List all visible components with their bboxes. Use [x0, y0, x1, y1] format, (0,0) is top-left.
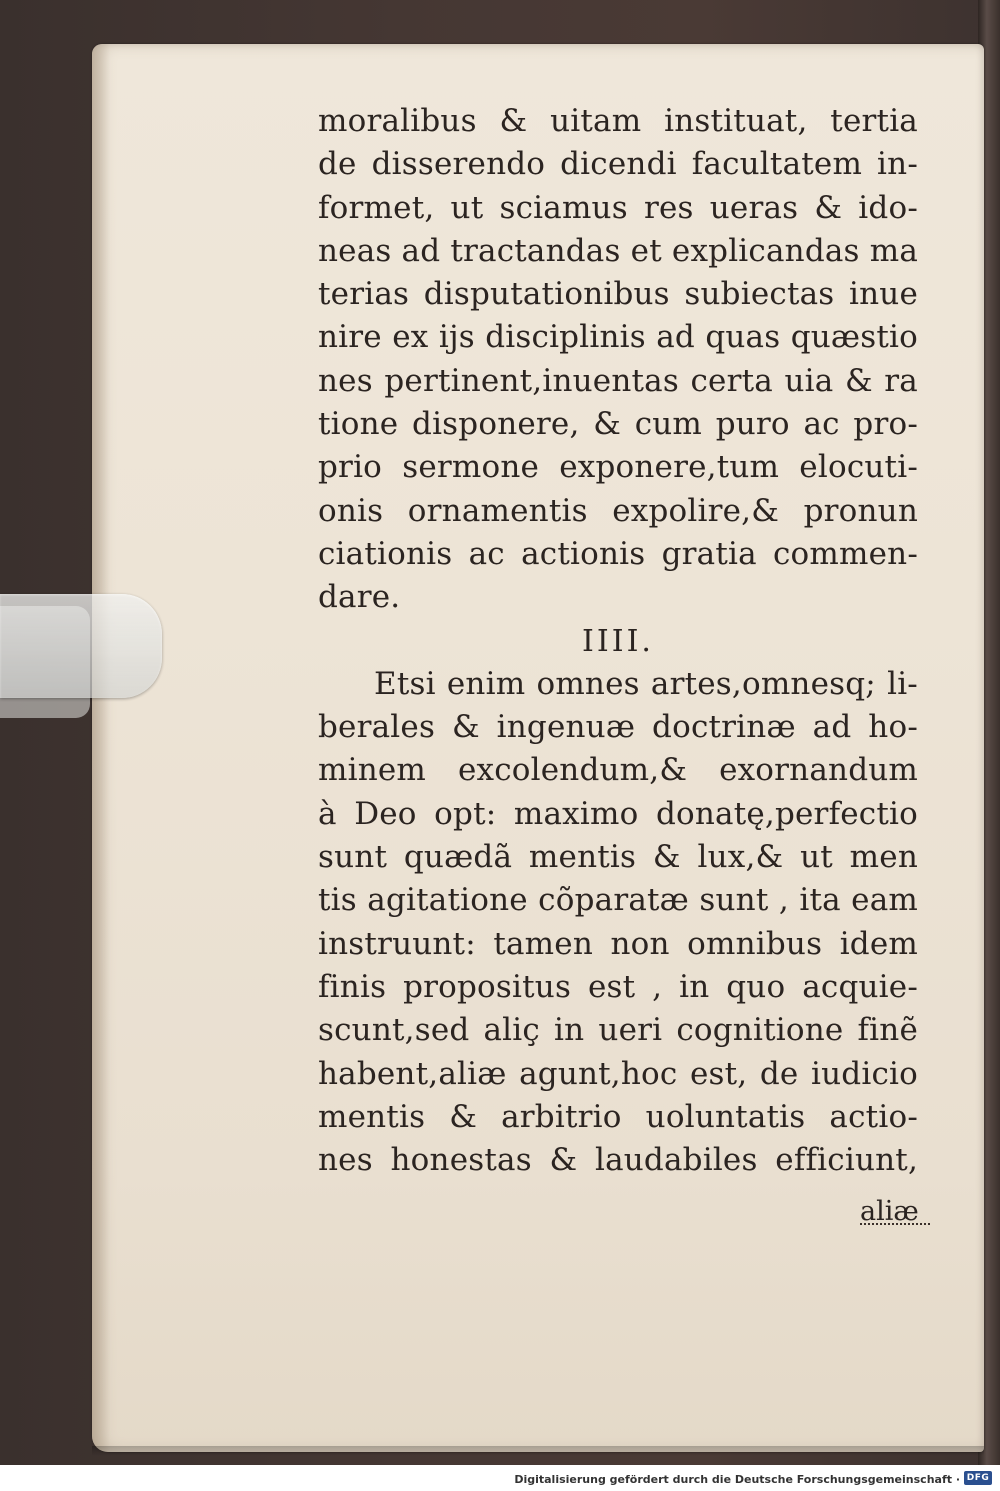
text-line: formet, ut sciamus res ueras & ido‐: [318, 189, 918, 226]
text-line: à Deo opt: maximo donatę,perfectio: [318, 795, 918, 832]
text-line: scunt,sed aliç in ueri cognitione finẽ: [318, 1012, 918, 1049]
text-line: finis propositus est , in quo acquie‐: [318, 968, 918, 1005]
bookmark-clip: [0, 594, 162, 698]
text-line: nire ex ijs disciplinis ad quas quæstio: [318, 319, 918, 356]
text-line: tione disponere, & cum puro ac pro‐: [318, 406, 918, 443]
text-line: instruunt: tamen non omnibus idem: [318, 925, 918, 962]
text-line: habent,aliæ agunt,hoc est, de iudicio: [318, 1055, 918, 1092]
text-line: prio sermone exponere,tum elocuti‐: [318, 449, 918, 486]
footer-credit[interactable]: Digitalisierung gefördert durch die Deutsche Forschungsgemeinschaft ·: [514, 1473, 960, 1486]
page-text: [318, 100, 918, 1182]
dfg-logo[interactable]: DFG: [964, 1471, 992, 1485]
catchword: aliæ: [860, 1196, 919, 1227]
text-line: ciationis ac actionis gratia commen‐: [318, 535, 918, 572]
text-line: terias disputationibus subiectas inue: [318, 276, 918, 313]
text-line: tis agitatione cõparatæ sunt , ita eam: [318, 882, 918, 919]
text-line: moralibus & uitam instituat, tertia: [318, 103, 918, 139]
page-gutter-shadow: [92, 44, 110, 1452]
text-line: minem excolendum,& exornandum: [318, 752, 918, 789]
text-line: sunt quædã mentis & lux,& ut men: [318, 839, 918, 876]
text-line: neas ad tractandas et explicandas ma: [318, 232, 918, 269]
text-line: de disserendo dicendi facultatem in‐: [318, 146, 918, 183]
section-heading: IIII.: [582, 623, 654, 659]
text-line: berales & ingenuæ doctrinæ ad ho‐: [318, 709, 918, 746]
catchword-underline: [860, 1220, 930, 1225]
text-line: Etsi enim omnes artes,omnesq; li‐: [374, 665, 918, 702]
page-bottom-shadow: [92, 1446, 984, 1456]
text-line: dare.: [318, 579, 401, 616]
text-line: onis ornamentis expolire,& pronun: [318, 492, 918, 529]
text-line: nes pertinent,inuentas certa uia & ra: [318, 362, 918, 399]
text-line: nes honestas & laudabiles efficiunt,: [318, 1142, 918, 1179]
text-line: mentis & arbitrio uoluntatis actio‐: [318, 1098, 918, 1135]
